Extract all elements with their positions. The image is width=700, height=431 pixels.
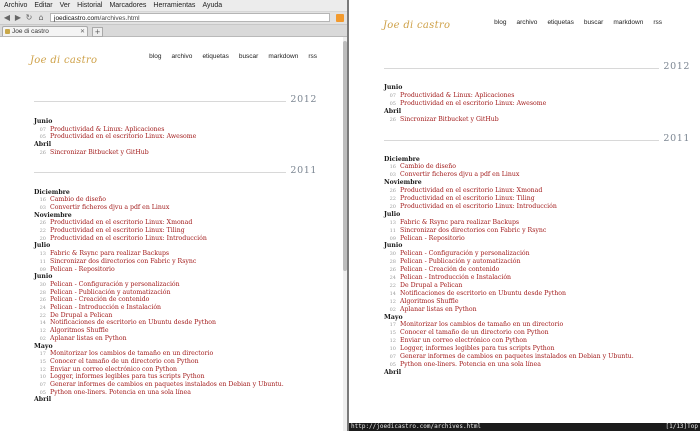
entry-day: 13 [39,251,46,258]
entry-link[interactable]: Sincronizar Bitbucket y GitHub [50,148,149,156]
entry-link[interactable]: Productividad en el escritorio Linux: Tiling [400,195,535,202]
month-heading: Noviembre [384,179,422,187]
month-heading: Abril [384,368,402,376]
status-url: http://joedicastro.com/archives.html [351,423,482,430]
status-position: [1/13]Top [665,423,698,430]
entry-day: 11 [389,227,396,234]
home-icon[interactable]: ⌂ [38,13,44,22]
entry-day: 12 [389,298,396,305]
rss-feed-icon[interactable] [336,14,344,22]
menu-item-ayuda[interactable]: Ayuda [202,2,223,9]
entry-link[interactable]: Python one-liners. Potencia en una sola línea [400,360,541,368]
entry-day: 03 [39,204,46,211]
nav-link-buscar[interactable]: buscar [583,19,604,26]
entry-link[interactable]: Productividad en el escritorio Linux: Xmonad [50,219,193,227]
entry-link[interactable]: Fabric & Rsync para realizar Backups [400,218,520,226]
year-rule [34,172,313,173]
entry-day: 26 [389,267,396,274]
nav-link-etiquetas[interactable]: etiquetas [202,53,229,60]
entry-day: 07 [39,126,46,133]
favicon-icon [5,29,10,34]
browser-pane-right [349,0,700,431]
entry-day: 16 [39,197,46,204]
menu-item-historial[interactable]: Historial [77,2,103,9]
menu-bar [0,0,347,12]
entry-link[interactable]: Generar informes de cambios en paquetes instalados en Debian y Ubuntu. [400,353,634,360]
entry-link[interactable]: Monitorizar los cambios de tamaño en un directorio [50,350,214,358]
entry-day: 30 [39,281,46,288]
entry-link[interactable]: Algoritmos Shuffle [400,297,459,305]
entry-day: 16 [389,164,396,171]
forward-icon[interactable]: ▶ [14,13,22,22]
entry-link[interactable]: Productividad en el escritorio Linux: Xmonad [400,187,543,195]
entry-day: 05 [389,361,396,368]
entry-link[interactable]: Convertir ficheros djvu a pdf en Linux [400,171,520,179]
menu-item-archivo[interactable]: Archivo [4,2,28,9]
month-heading: Julio [384,210,401,218]
entry-day: 02 [39,335,46,342]
entry-day: 26 [389,116,396,123]
entry-day: 05 [39,134,46,141]
entry-day: 22 [389,282,396,289]
nav-link-rss[interactable]: rss [653,19,662,26]
entry-link[interactable]: Productividad & Linux: Aplicaciones [400,91,515,99]
url-host: joedicastro.com [54,15,100,22]
entry-link[interactable]: Conocer el tamaño de un directorio con Python [50,357,199,365]
entry-link[interactable]: Generar informes de cambios en paquetes instalados en Debian y Ubuntu. [50,381,284,388]
month-heading: Diciembre [384,155,420,163]
entry-day: 26 [39,220,46,227]
nav-link-blog[interactable]: blog [149,53,162,60]
month-heading: Noviembre [34,211,72,219]
month-heading: Junio [34,118,53,125]
month-heading: Mayo [34,342,53,350]
year-rule [34,101,313,102]
entry-link[interactable]: Fabric & Rsync para realizar Backups [50,250,170,258]
nav-link-buscar[interactable]: buscar [238,53,259,60]
nav-link-blog[interactable]: blog [494,19,507,26]
entry-link[interactable]: Productividad en el escritorio Linux: Awesome [50,133,197,141]
entry-day: 13 [389,219,396,226]
entry-day: 17 [39,351,46,358]
site-logo[interactable]: Joe di castro [30,55,98,66]
entry-day: 20 [389,203,396,210]
entry-link[interactable]: De Drupal a Pelican [400,281,463,289]
tab-active[interactable] [2,26,88,36]
month-heading: Junio [34,273,53,281]
entry-day: 26 [389,188,396,195]
year-heading: 2011 [286,165,317,176]
entry-day: 05 [39,389,46,396]
month-heading: Diciembre [34,188,70,196]
entry-link[interactable]: Notificaciones de escritorio en Ubuntu desde Python [400,289,566,297]
entry-day: 24 [39,305,46,311]
entry-link[interactable]: Aplanar listas en Python [400,305,477,313]
entry-link[interactable]: Enviar un correo electrónico con Python [50,365,178,373]
archive-entry [34,389,191,398]
back-icon[interactable]: ◀ [3,13,11,22]
entry-day: 10 [39,374,46,381]
entry-link[interactable]: Sincronizar dos directorios con Fabric y Rsync [400,226,547,234]
entry-day: 09 [39,266,46,273]
navigation-toolbar [0,12,347,25]
entry-day: 14 [389,290,396,297]
entry-link[interactable]: Aplanar listas en Python [50,334,127,342]
new-tab-button[interactable]: + [92,27,103,37]
tab-bar [0,25,347,37]
entry-link[interactable]: Pelican - Publicación y automatización [400,258,521,266]
entry-day: 24 [389,275,396,281]
year-rule [384,68,690,69]
site-nav [484,19,662,26]
entry-day: 12 [39,328,46,335]
entry-day: 20 [39,235,46,242]
entry-day: 12 [39,366,46,373]
entry-link[interactable]: Sincronizar Bitbucket y GitHub [400,115,499,123]
month-heading: Junio [384,242,403,250]
archive-entry [384,361,541,370]
entry-link[interactable]: Sincronizar dos directorios con Fabric y Rsync [50,257,197,265]
entry-link[interactable]: Python one-liners. Potencia en una sola línea [50,388,191,396]
status-line [349,423,700,431]
entry-link[interactable]: Pelican - Publicación y automatización [50,288,171,296]
entry-link[interactable]: Notificaciones de escritorio en Ubuntu desde Python [50,319,216,327]
entry-day: 11 [39,258,46,265]
tab-title: Joe di castro [12,28,49,35]
entry-link[interactable]: Algoritmos Shuffle [50,327,109,335]
entry-link[interactable]: Productividad en el escritorio Linux: Introducción [400,202,557,210]
archive-entry [384,203,557,212]
month-heading: Mayo [384,313,403,321]
close-tab-icon[interactable]: ✕ [79,29,85,35]
entry-link[interactable]: Enviar un correo electrónico con Python [400,337,528,345]
entry-link[interactable]: Pelican - Creación de contenido [400,266,500,274]
reload-icon[interactable]: ↻ [25,13,33,22]
year-heading: 2012 [286,94,317,105]
year-rule [384,140,690,141]
site-nav [139,53,317,60]
nav-link-markdown[interactable]: markdown [613,19,644,26]
entry-day: 05 [389,100,396,107]
entry-day: 10 [389,346,396,353]
entry-day: 26 [39,297,46,304]
entry-day: 22 [39,312,46,319]
entry-day: 14 [39,320,46,327]
browser-window [0,0,347,431]
entry-link[interactable]: Conocer el tamaño de un directorio con Python [400,329,549,337]
entry-link[interactable]: Productividad en el escritorio Linux: Introducción [50,234,207,242]
entry-link[interactable]: Pelican - Configuración y personalización [400,250,530,258]
entry-day: 02 [389,306,396,313]
archive-entry [34,235,207,244]
url-bar[interactable] [50,13,330,22]
entry-link[interactable]: Convertir ficheros djvu a pdf en Linux [50,203,170,211]
entry-link[interactable]: Pelican - Creación de contenido [50,296,150,304]
entry-link[interactable]: Pelican - Introducción e Instalación [400,274,512,281]
menu-item-ver[interactable]: Ver [59,2,71,9]
entry-link[interactable]: Productividad en el escritorio Linux: Awesome [400,99,547,107]
month-heading: Abril [34,141,52,149]
month-heading: Junio [384,84,403,91]
menu-item-editar[interactable]: Editar [34,2,53,9]
archive-entry [34,149,149,158]
nav-link-markdown[interactable]: markdown [268,53,299,60]
year-heading: 2012 [659,61,690,72]
month-heading: Julio [34,242,51,250]
entry-day: 17 [389,322,396,329]
entry-day: 15 [389,330,396,337]
nav-link-archivo[interactable]: archivo [516,19,538,26]
entry-link[interactable]: Cambio de diseño [50,196,106,204]
entry-link[interactable]: Pelican - Introducción e Instalación [50,304,162,311]
menu-item-herramientas[interactable]: Herramientas [153,2,196,9]
entry-link[interactable]: Pelican - Repositorio [400,234,465,242]
archive-entry [384,116,499,125]
entry-day: 09 [389,235,396,242]
entry-day: 22 [389,196,396,202]
entry-link[interactable]: Monitorizar los cambios de tamaño en un directorio [400,321,564,329]
entry-day: 07 [389,354,396,360]
entry-day: 28 [39,289,46,296]
url-path: /archives.html [99,15,140,22]
entry-day: 15 [39,358,46,365]
entry-day: 28 [389,259,396,266]
entry-link[interactable]: Pelican - Configuración y personalización [50,280,180,288]
entry-day: 07 [389,92,396,99]
entry-day: 03 [389,172,396,179]
entry-day: 22 [39,228,46,234]
menu-item-marcadores[interactable]: Marcadores [109,2,147,9]
archive-entry [34,133,196,142]
entry-link[interactable]: Logger, informes legibles para tus scripts Python [400,345,555,353]
month-heading: Abril [34,396,52,404]
entry-day: 30 [389,251,396,258]
entry-link[interactable]: Logger, informes legibles para tus scripts Python [50,373,205,381]
entry-link[interactable]: Cambio de diseño [400,163,456,171]
entry-day: 12 [389,338,396,345]
entry-link[interactable]: Productividad en el escritorio Linux: Tiling [50,227,185,234]
entry-link[interactable]: De Drupal a Pelican [50,311,113,319]
entry-link[interactable]: Pelican - Repositorio [50,265,115,273]
entry-day: 26 [39,149,46,156]
year-heading: 2011 [659,133,690,144]
month-heading: Abril [384,107,402,115]
nav-link-archivo[interactable]: archivo [171,53,193,60]
site-logo[interactable]: Joe di castro [383,20,451,31]
nav-link-etiquetas[interactable]: etiquetas [547,19,574,26]
entry-link[interactable]: Productividad & Linux: Aplicaciones [50,125,165,133]
nav-link-rss[interactable]: rss [308,53,317,60]
archive-entry [384,100,546,109]
entry-day: 07 [39,382,46,388]
